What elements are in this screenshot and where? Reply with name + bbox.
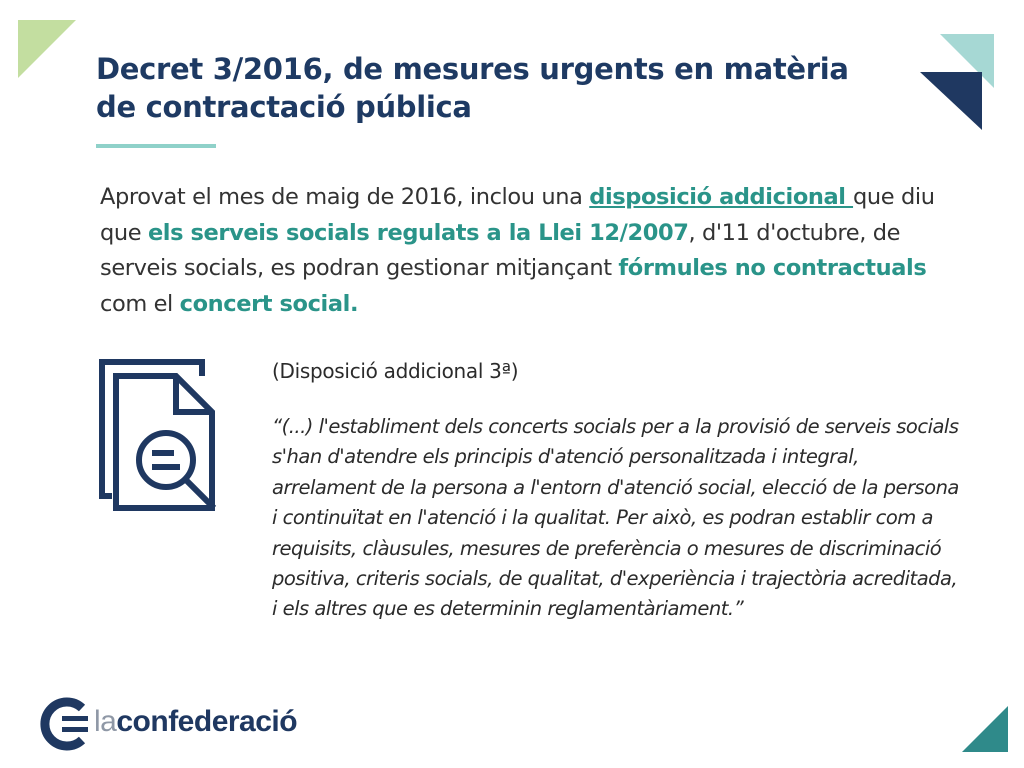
logo-text-la: la [94,705,117,738]
logo-wordmark [94,700,297,744]
logo-text-confederacio: confederació [116,705,298,738]
corner-triangle-top-right [920,34,996,132]
corner-triangle-top-left [18,20,78,80]
intro-text-1: Aprovat el mes de maig de 2016, inclou una [100,184,590,210]
document-search-icon [96,356,226,516]
highlight-disposicio-addicional: disposició addicional [589,184,854,210]
quote-text: “(...) l'establiment dels concerts socials per a la provisió de serveis socials s'han d'atendre els principis d'atenció personalitzada i integral, arrelament de la persona a l'entorn d'atenció social, elecció de la persona i continuïtat en l'atenció i la qualitat. Per això, es podran establir com a requisits, clàusules, mesures de preferència o mesures de discriminació positiva, criteris socials, de qualitat, d'experiència i trajectòria acreditada, i els altres que es determinin reglamentàriament.” [272,415,959,621]
confederacio-logo-icon [36,696,92,752]
intro-paragraph [100,180,960,322]
corner-triangle-bottom-right [962,706,1010,754]
intro-text-4: com el [100,290,180,317]
highlight-formules-no-contractuals: fórmules no contractuals [618,255,927,281]
page-title: Decret 3/2016, de mesures urgents en matèria de contractació pública [96,52,849,124]
intro-text-3: , d'11 d'octubre, de serveis socials, es podran gestionar mitjançant [100,219,901,281]
reference-label: (Disposició addicional 3ª) [272,359,519,383]
intro-text-2: que diu que [100,184,935,246]
title-underline [96,144,216,148]
highlight-serveis-socials: els serveis socials regulats a la Llei 12/2007 [147,219,689,246]
highlight-concert-social: concert social. [179,290,359,317]
